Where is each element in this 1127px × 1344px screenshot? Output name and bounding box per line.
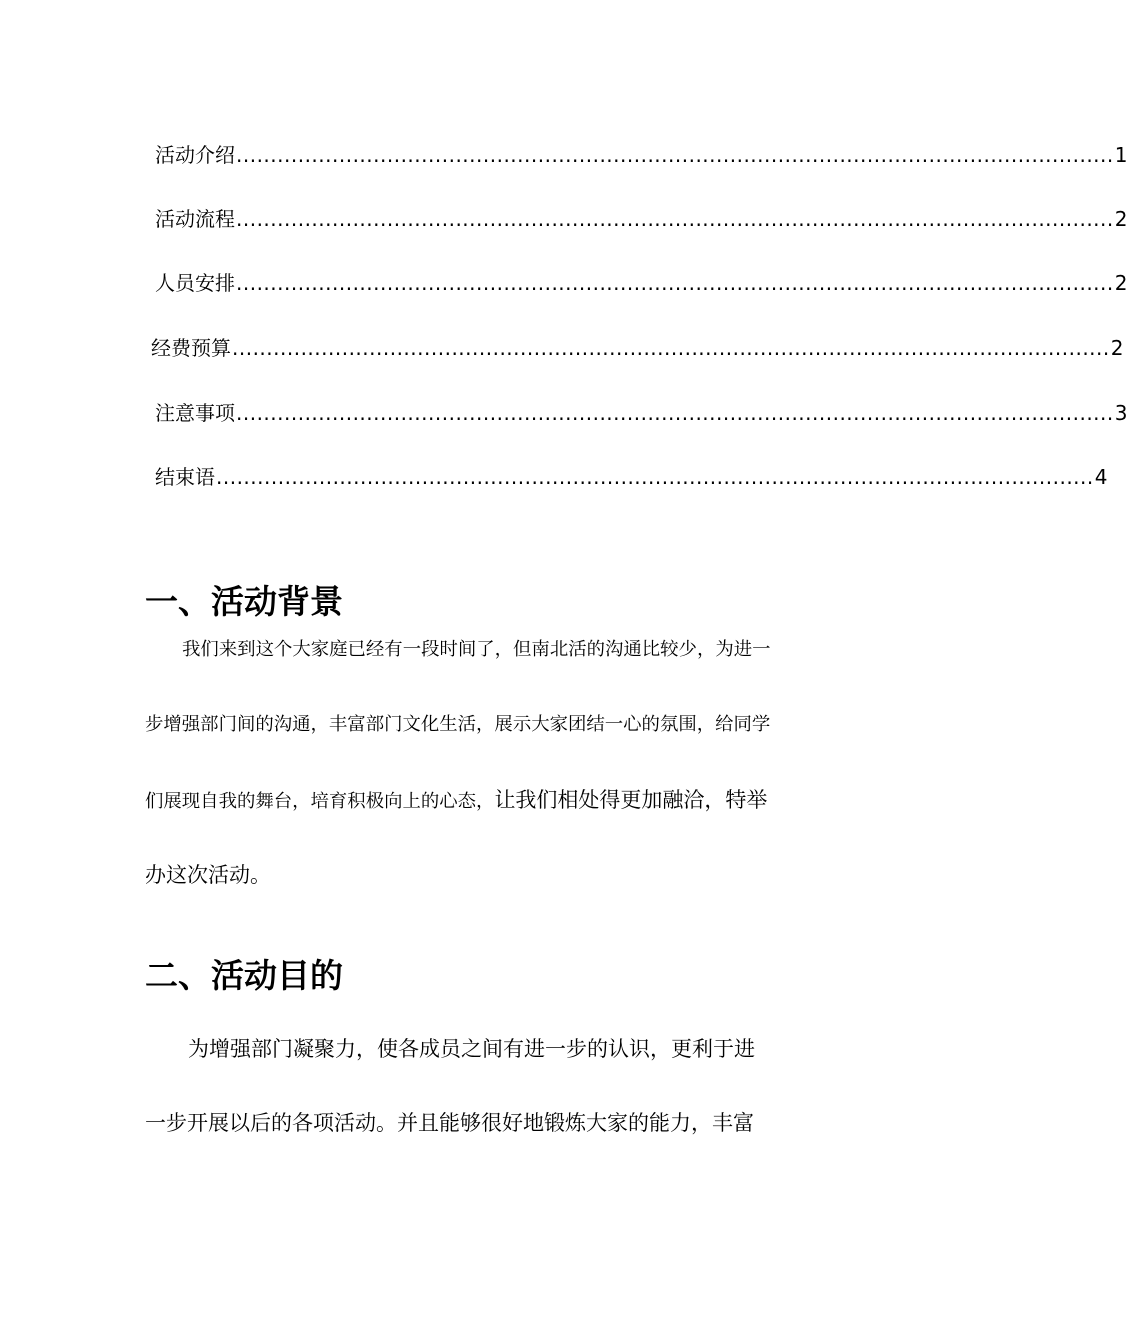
toc-leader-dots: ................................................................................................................................ <box>216 465 1094 489</box>
paragraph-line: 为增强部门凝聚力，使各成员之间有进一步的认识，更利于进 <box>188 1037 755 1061</box>
toc-entry[interactable] <box>155 262 1127 296</box>
toc-entry-page: 4 <box>1094 465 1108 489</box>
toc-entry-page: 3 <box>1114 401 1127 425</box>
toc-leader-dots: ................................................................................................................................ <box>236 401 1114 425</box>
toc-entry-title: 注意事项 <box>155 401 235 425</box>
toc-entry-page: 2 <box>1114 271 1127 295</box>
toc-entry-title: 人员安排 <box>155 271 235 295</box>
toc-entry-page: 1 <box>1114 143 1127 167</box>
toc-entry-title: 结束语 <box>155 465 215 489</box>
toc-entry[interactable] <box>151 327 1124 361</box>
paragraph-line: 一步开展以后的各项活动。并且能够很好地锻炼大家的能力，丰富 <box>145 1111 754 1135</box>
toc-entry[interactable] <box>155 392 1127 426</box>
paragraph-line <box>145 785 807 817</box>
toc-entry-title: 活动介绍 <box>155 143 235 167</box>
toc-entry-page: 2 <box>1110 336 1124 360</box>
toc-leader-dots: ................................................................................................................................ <box>236 271 1114 295</box>
toc-entry[interactable] <box>155 198 1127 232</box>
toc-entry[interactable] <box>155 456 1108 490</box>
paragraph-line: 我们来到这个大家庭已经有一段时间了，但南北活的沟通比较少，为进一 <box>182 639 771 660</box>
toc-leader-dots: ................................................................................................................................ <box>236 143 1114 167</box>
toc-entry-page: 2 <box>1114 207 1127 231</box>
paragraph-line: 办这次活动。 <box>145 863 271 887</box>
section-heading: 二、活动目的 <box>145 956 343 995</box>
toc-leader-dots: ................................................................................................................................ <box>236 207 1114 231</box>
toc-entry[interactable] <box>155 134 1127 168</box>
paragraph-text-span: 们展现自我的舞台，培育积极向上的心态， <box>145 791 495 812</box>
paragraph-line: 步增强部门间的沟通，丰富部门文化生活，展示大家团结一心的氛围，给同学 <box>145 714 771 735</box>
section-heading: 一、活动背景 <box>145 582 343 621</box>
toc-leader-dots: ................................................................................................................................ <box>232 336 1110 360</box>
paragraph-text-span: 让我们相处得更加融洽，特举 <box>494 788 768 812</box>
toc-entry-title: 经费预算 <box>151 336 231 360</box>
toc-entry-title: 活动流程 <box>155 207 235 231</box>
